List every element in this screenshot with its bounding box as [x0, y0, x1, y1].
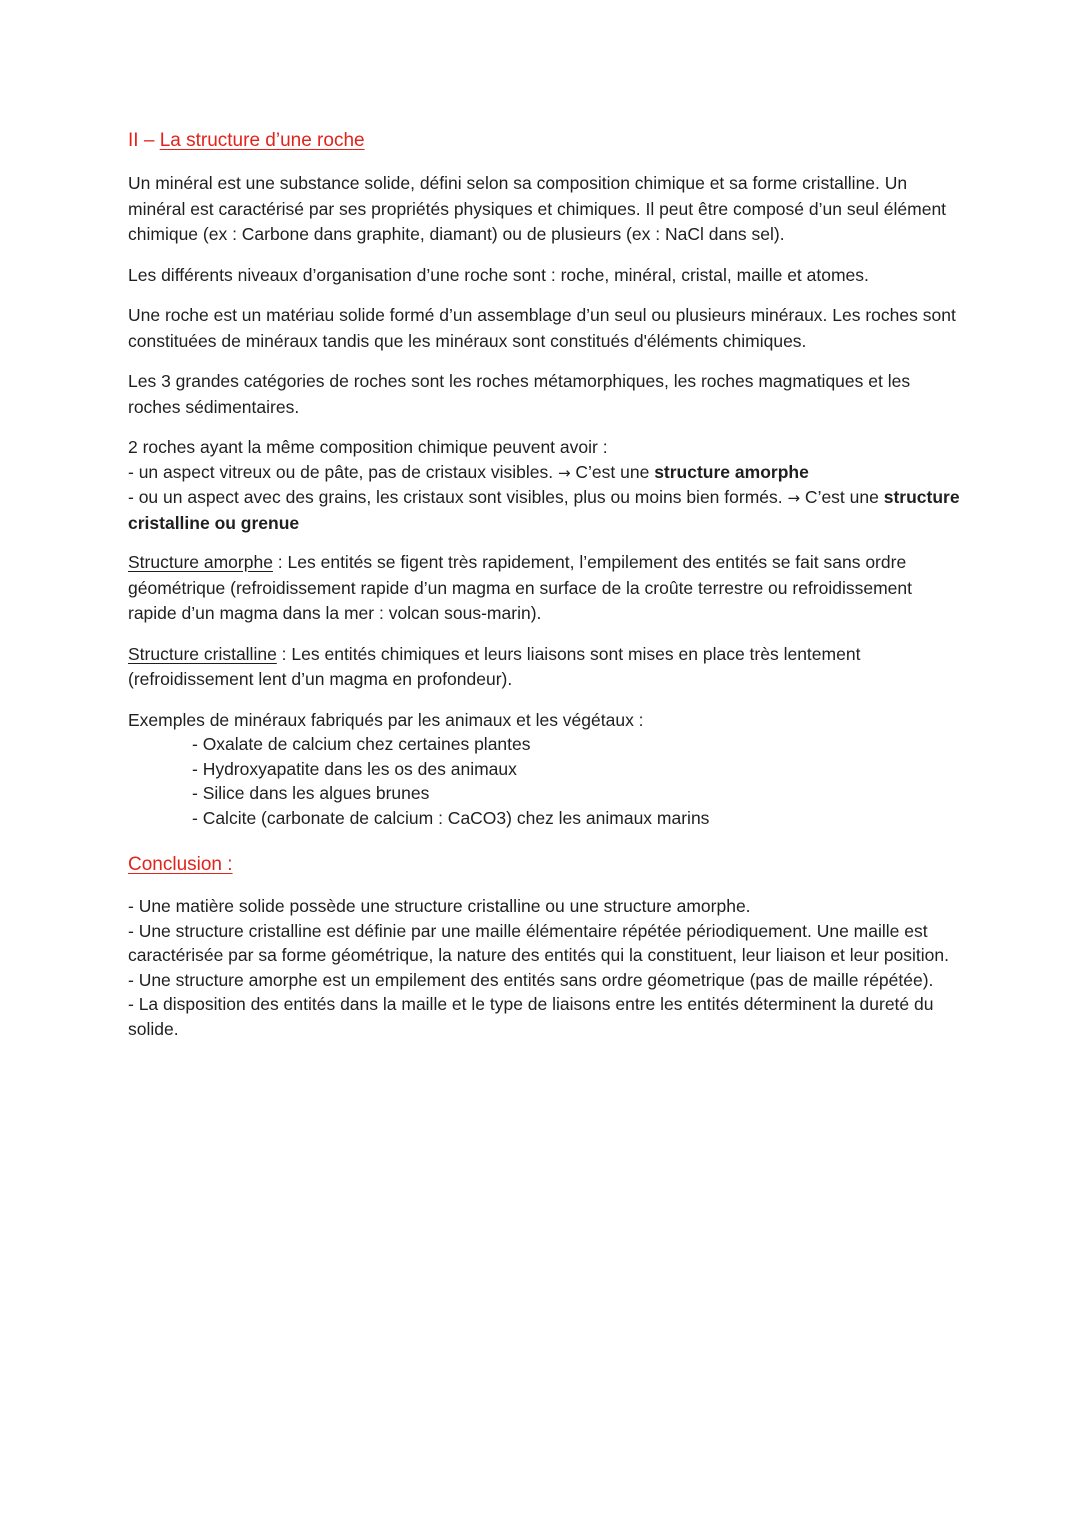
conclusion-item: - La disposition des entités dans la maille et le type de liaisons entre les entités déterminent la dureté du solide.: [128, 994, 934, 1039]
definition-cristalline: [128, 642, 960, 693]
list-item: - Hydroxyapatite dans les os des animaux: [192, 758, 517, 779]
conclusion-item: - Une structure cristalline est définie par une maille élémentaire répétée périodiquement. Une maille est caractérisée par sa forme géométrique, la nature des entités qui la constituent, leur liaison et leur position.: [128, 920, 950, 965]
section-heading: [128, 128, 960, 154]
paragraph-categories: Les 3 grandes catégories de roches sont les roches métamorphiques, les roches magmatiques et les roches sédimentaires.: [128, 371, 911, 417]
two-rocks-item-cristalline: [128, 485, 960, 535]
list-item: - Oxalate de calcium chez certaines plantes: [192, 734, 531, 754]
paragraph-roche: Une roche est un matériau solide formé d’un assemblage d’un seul ou plusieurs minéraux. Les roches sont constituées de minéraux tandis que les minéraux sont constitués d'éléments chimiques.: [128, 305, 956, 351]
exemples-intro: Exemples de minéraux fabriqués par les animaux et les végétaux :: [128, 709, 644, 730]
exemples-list: [128, 732, 960, 830]
definition-text: : Les entités se figent très rapidement, l’empilement des entités se fait sans ordre géométrique (refroidissement rapide d’un magma en surface de la croûte terrestre ou refroidissement rapide d’un magma dans la mer : volcan sous-marin).: [128, 552, 912, 623]
paragraph-mineral: Un minéral est une substance solide, défini selon sa composition chimique et sa forme cristalline. Un minéral est caractérisé par ses propriétés physiques et chimiques. Il peut être composé d’un seul élément chimique (ex : Carbone dans graphite, diamant) ou de plusieurs (ex : NaCl dans sel).: [128, 173, 947, 244]
item-pre: C’est une: [800, 487, 884, 507]
item-bold-term: structure cristalline ou grenue: [128, 487, 960, 533]
definition-label: Structure cristalline: [128, 643, 277, 664]
two-rocks-intro: 2 roches ayant la même composition chimique peuvent avoir :: [128, 437, 608, 457]
item-text: - un aspect vitreux ou de pâte, pas de cristaux visibles.: [128, 461, 558, 482]
conclusion-item: - Une matière solide possède une structure cristalline ou une structure amorphe.: [128, 896, 751, 916]
list-item: - Silice dans les algues brunes: [192, 783, 430, 803]
two-rocks-block: [128, 435, 960, 535]
arrow-right-icon: →: [557, 463, 571, 482]
item-pre: C’est une: [570, 461, 655, 482]
two-rocks-item-amorphe: [128, 460, 960, 486]
conclusion-title: Conclusion :: [128, 854, 233, 875]
paragraph-niveaux: Les différents niveaux d’organisation d’une roche sont : roche, minéral, cristal, maille et atomes.: [128, 264, 869, 285]
conclusion-list: [128, 894, 960, 1041]
definition-amorphe: [128, 550, 960, 627]
definition-text: : Les entités chimiques et leurs liaisons sont mises en place très lentement (refroidissement lent d’un magma en profondeur).: [128, 643, 861, 689]
exemples-block: [128, 708, 960, 831]
item-bold-term: structure amorphe: [654, 461, 809, 482]
conclusion-item: - Une structure amorphe est un empilement des entités sans ordre géometrique (pas de maille répétée).: [128, 969, 934, 990]
section-number: II –: [128, 130, 160, 151]
section-title: La structure d’une roche: [159, 130, 365, 151]
arrow-right-icon: →: [787, 489, 801, 507]
list-item: - Calcite (carbonate de calcium : CaCO3) chez les animaux marins: [192, 807, 710, 828]
document-page: [128, 128, 960, 1041]
item-text: - ou un aspect avec des grains, les cristaux sont visibles, plus ou moins bien formés.: [128, 487, 788, 507]
definition-label: Structure amorphe: [128, 552, 273, 572]
